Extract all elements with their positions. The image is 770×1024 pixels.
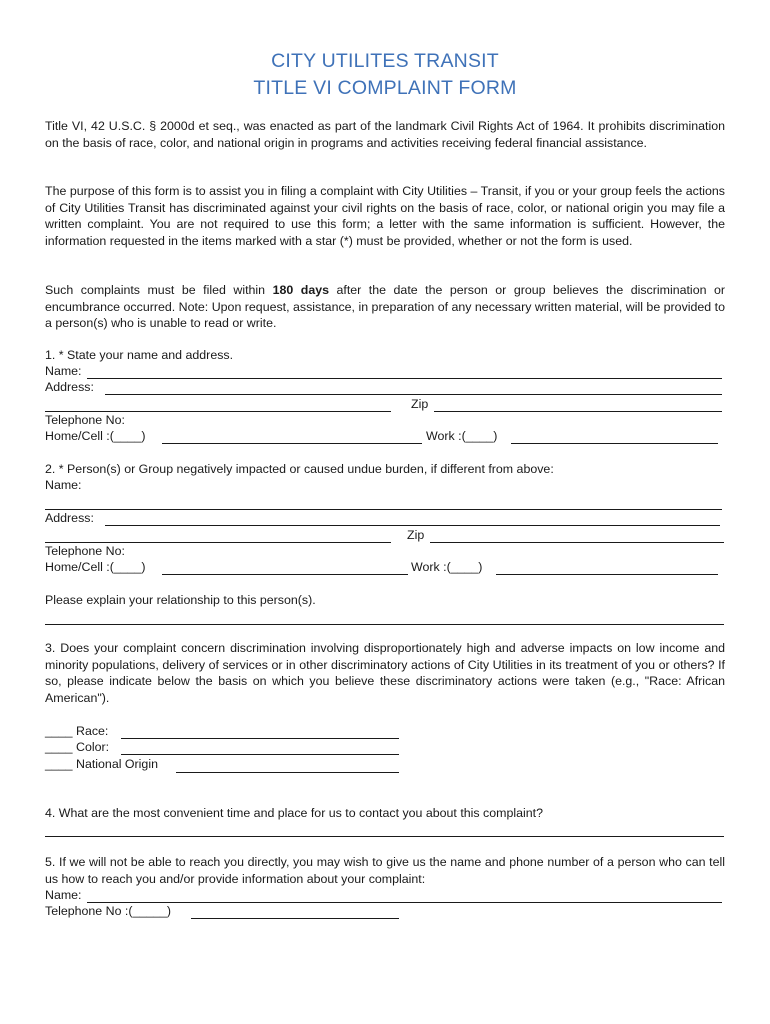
q3-national-origin-label: ____ National Origin — [45, 757, 158, 771]
q5-name-label: Name: — [45, 888, 82, 902]
q1-work-field[interactable] — [511, 443, 718, 444]
q5-name-field[interactable] — [87, 902, 722, 903]
q2-zip-label: Zip — [407, 528, 425, 542]
q1-work-label: Work :(____) — [426, 429, 498, 443]
form-title-line1: CITY UTILITES TRANSIT — [271, 50, 499, 72]
q3-race-label: ____ Race: — [45, 724, 109, 738]
q1-home-cell-field[interactable] — [162, 443, 422, 444]
q1-heading: 1. * State your name and address. — [45, 348, 234, 362]
q1-zip-field[interactable] — [434, 411, 722, 412]
q1-name-field[interactable] — [87, 378, 722, 379]
q4-heading: 4. What are the most convenient time and place for us to contact you about this complaint? — [45, 806, 543, 820]
q2-work-label: Work :(____) — [411, 560, 483, 574]
q1-address-field[interactable] — [105, 394, 722, 395]
q1-address-label: Address: — [45, 380, 94, 394]
q1-zip-label: Zip — [411, 397, 429, 411]
q3-race-field[interactable] — [121, 738, 399, 739]
q2-relationship-field[interactable] — [45, 624, 724, 625]
q2-name-label: Name: — [45, 478, 82, 492]
q2-heading: 2. * Person(s) or Group negatively impacted or caused undue burden, if different from above: — [45, 462, 554, 476]
q2-zip-field[interactable] — [430, 542, 724, 543]
q2-name-field[interactable] — [45, 509, 722, 510]
q3-color-label: ____ Color: — [45, 740, 110, 754]
q3-national-origin-field[interactable] — [176, 772, 399, 773]
q2-relationship-label: Please explain your relationship to this person(s). — [45, 593, 316, 607]
form-title-line2: TITLE VI COMPLAINT FORM — [253, 77, 517, 99]
intro-paragraph-2: The purpose of this form is to assist you in filing a complaint with City Utilities – Transit, if you or your group feels the actions of City Utilities Transit has discriminated against your civil rights on the basis of race, color, or national origin you may file a written complaint. You are not required to use this form; a letter with the same information is sufficient. However, the information requested in the items marked with a star (*) must be provided, whether or not the form is used. — [45, 184, 725, 248]
intro-paragraph-3 — [45, 282, 725, 332]
filing-deadline-text-after: after the date the person or group believes the discrimination or encumbrance occurred. Note: Upon request, assistance, in preparation of any necessary written material, will be provided to a person(s) who is unable to read or write. — [45, 283, 725, 330]
filing-deadline-days: 180 days — [272, 283, 329, 297]
q2-home-cell-field[interactable] — [162, 574, 408, 575]
q2-telephone-label: Telephone No: — [45, 544, 125, 558]
q2-work-field[interactable] — [496, 574, 718, 575]
q1-home-cell-label: Home/Cell :(____) — [45, 429, 146, 443]
q2-address-field[interactable] — [105, 525, 720, 526]
q1-name-label: Name: — [45, 364, 82, 378]
intro-paragraph-1: Title VI, 42 U.S.C. § 2000d et seq., was enacted as part of the landmark Civil Rights Act of 1964. It prohibits discrimination on the basis of race, color, and national origin in programs and activities receiving federal financial assistance. — [45, 119, 725, 150]
q1-telephone-label: Telephone No: — [45, 413, 125, 427]
q2-home-cell-label: Home/Cell :(____) — [45, 560, 146, 574]
filing-deadline-text-before: Such complaints must be filed within — [45, 283, 273, 297]
q5-heading: 5. If we will not be able to reach you directly, you may wish to give us the name and phone number of a person who can tell us how to reach you and/or provide information about your complaint: — [45, 855, 725, 886]
q4-contact-field[interactable] — [45, 836, 724, 837]
q2-address-label: Address: — [45, 511, 94, 525]
q3-color-field[interactable] — [121, 754, 399, 755]
q3-heading: 3. Does your complaint concern discrimination involving disproportionately high and adverse impacts on low income and minority populations, delivery of services or in other discriminatory actions of City Utilities in its treatment of you or others? If so, please indicate below the basis on which you believe these discriminatory actions were taken (e.g., "Race: African American"). — [45, 641, 725, 705]
q5-telephone-field[interactable] — [191, 918, 399, 919]
q5-telephone-label: Telephone No :(_____) — [45, 904, 172, 918]
